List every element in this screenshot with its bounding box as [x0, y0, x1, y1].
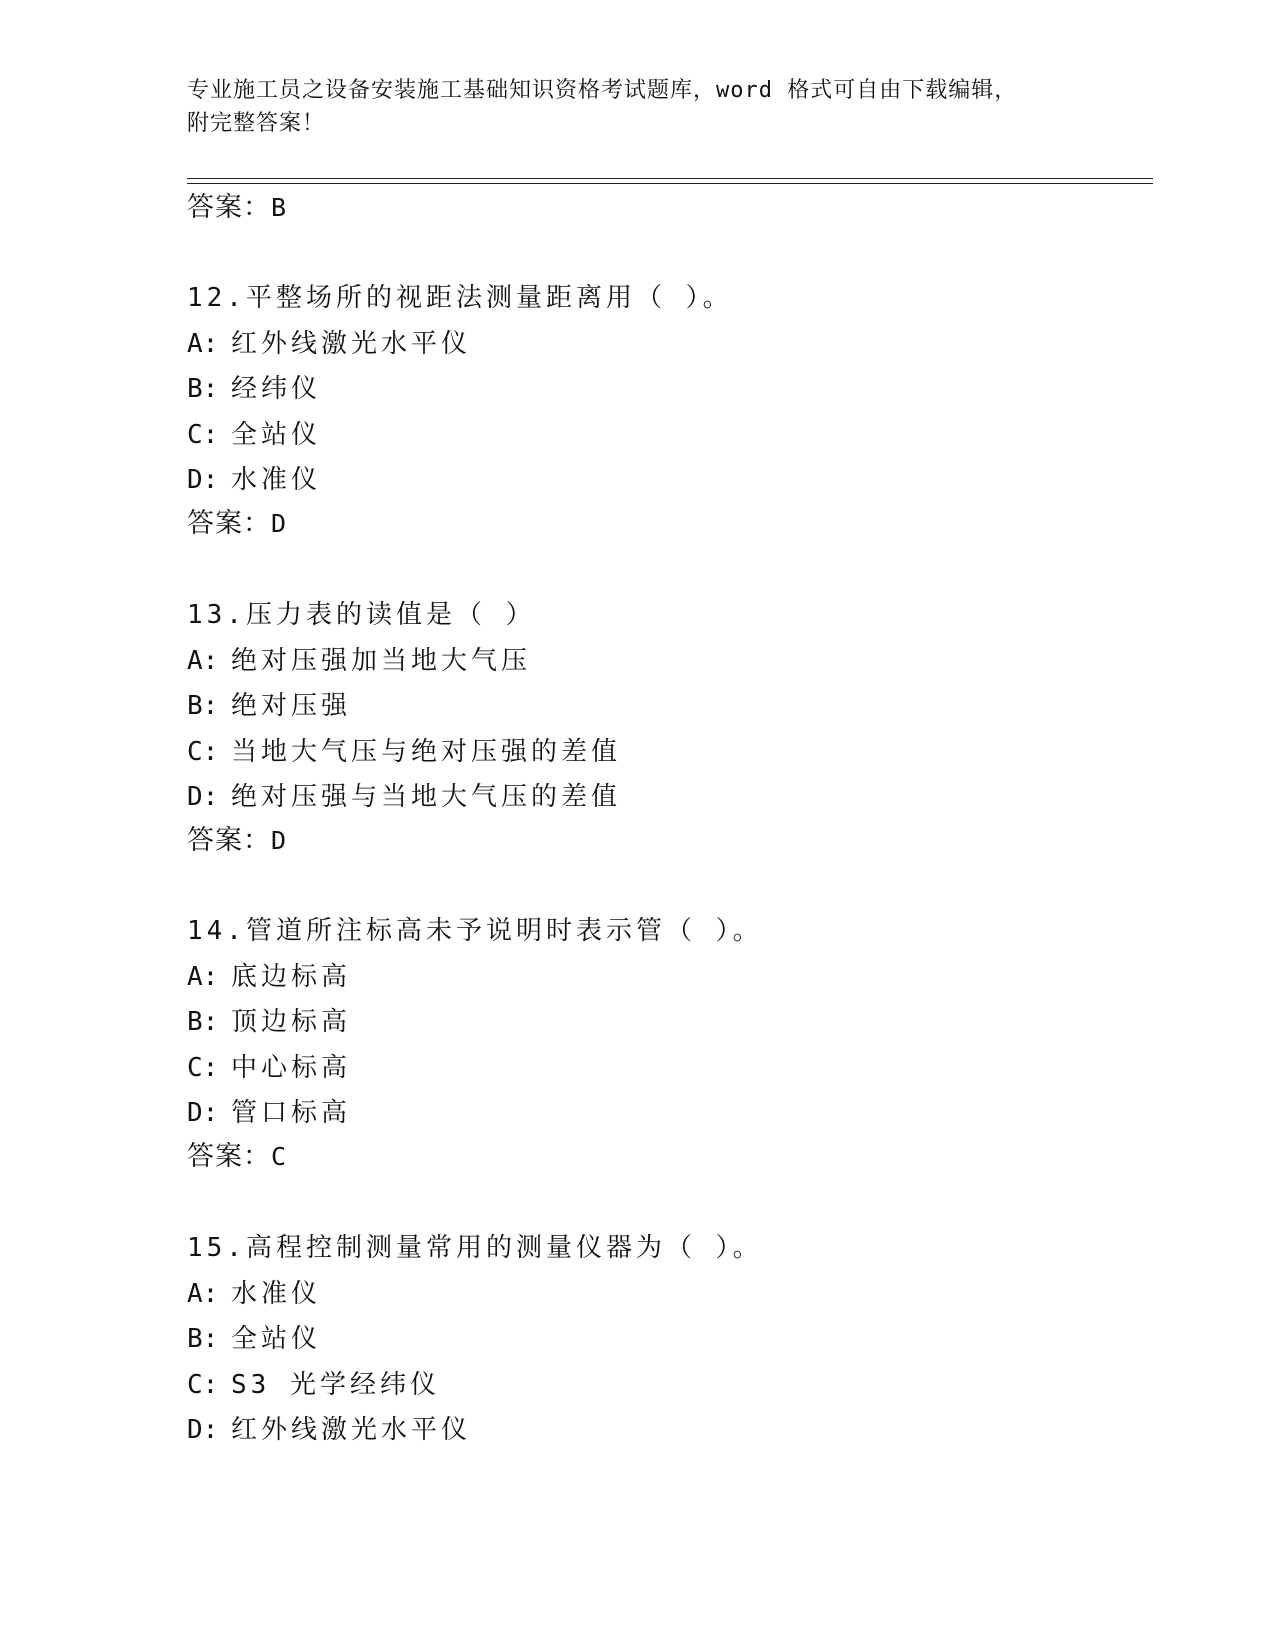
header-divider-bottom: [187, 183, 1153, 184]
option-label: C:: [187, 419, 219, 450]
option-label: D:: [187, 1098, 219, 1128]
option-label: B:: [187, 1007, 219, 1037]
option-a: [187, 955, 1087, 1001]
option-text: 经纬仪: [231, 374, 322, 404]
option-text: 水准仪: [231, 465, 322, 495]
question-stem: 14.管道所注标高未予说明时表示管（ ）。: [187, 916, 763, 946]
option-text: 顶边标高: [231, 1007, 352, 1037]
option-text: 全站仪: [231, 1324, 322, 1354]
answer-value: D: [271, 509, 288, 538]
option-d: [187, 1408, 1087, 1454]
option-text: 中心标高: [231, 1052, 352, 1083]
option-d: [187, 458, 1087, 504]
option-label: A:: [187, 328, 219, 359]
option-a: [187, 1272, 1087, 1318]
option-d: [187, 1091, 1087, 1137]
option-text: 红外线激光水平仪: [231, 1415, 472, 1445]
answer-value: C: [271, 1142, 288, 1171]
answer-line-11: [187, 190, 287, 226]
answer-line-14: [187, 1139, 287, 1175]
answer-value: B: [271, 193, 288, 222]
question-stem: 15.高程控制测量常用的测量仪器为（ ）。: [187, 1233, 763, 1263]
option-text: 全站仪: [231, 419, 322, 450]
option-c: [187, 1363, 1087, 1409]
option-text: 当地大气压与绝对压强的差值: [231, 736, 622, 767]
document-header: [187, 74, 1087, 140]
header-line-2: 附完整答案！: [187, 111, 326, 136]
answer-value: D: [271, 826, 288, 855]
option-label: C:: [187, 1369, 219, 1400]
option-label: C:: [187, 736, 219, 767]
option-c: [187, 413, 1087, 459]
option-label: C:: [187, 1052, 219, 1083]
option-c: [187, 730, 1087, 776]
question-stem: 13.压力表的读值是（ ）: [187, 600, 536, 630]
header-divider-top: [187, 178, 1153, 179]
option-label: A:: [187, 961, 219, 992]
option-a: [187, 639, 1087, 685]
question-13: [187, 593, 1087, 821]
option-label: B:: [187, 1324, 219, 1354]
option-b: [187, 1317, 1087, 1363]
option-a: [187, 322, 1087, 368]
option-label: D:: [187, 465, 219, 495]
option-b: [187, 367, 1087, 413]
option-text: 管口标高: [231, 1098, 352, 1128]
answer-label: 答案：: [187, 192, 271, 223]
option-b: [187, 1000, 1087, 1046]
option-text: 水准仪: [231, 1278, 322, 1309]
question-15: [187, 1226, 1087, 1454]
option-label: A:: [187, 1278, 219, 1309]
answer-label: 答案：: [187, 825, 271, 856]
answer-line-13: [187, 823, 287, 859]
option-text: 底边标高: [231, 961, 352, 992]
option-label: B:: [187, 374, 219, 404]
option-d: [187, 775, 1087, 821]
answer-label: 答案：: [187, 1141, 271, 1172]
option-c: [187, 1046, 1087, 1092]
option-label: D:: [187, 782, 219, 812]
answer-label: 答案：: [187, 508, 271, 539]
question-stem: 12.平整场所的视距法测量距离用（ ）。: [187, 283, 733, 313]
option-label: A:: [187, 645, 219, 676]
question-12: [187, 276, 1087, 504]
answer-line-12: [187, 506, 287, 542]
option-label: B:: [187, 691, 219, 721]
option-label: D:: [187, 1415, 219, 1445]
option-b: [187, 684, 1087, 730]
option-text: 绝对压强加当地大气压: [231, 645, 532, 676]
option-text: S3 光学经纬仪: [231, 1369, 440, 1400]
option-text: 绝对压强与当地大气压的差值: [231, 782, 622, 812]
option-text: 绝对压强: [231, 691, 352, 721]
question-14: [187, 909, 1087, 1137]
header-line-1: 专业施工员之设备安装施工基础知识资格考试题库，word 格式可自由下载编辑，: [187, 78, 1018, 103]
option-text: 红外线激光水平仪: [231, 328, 472, 359]
